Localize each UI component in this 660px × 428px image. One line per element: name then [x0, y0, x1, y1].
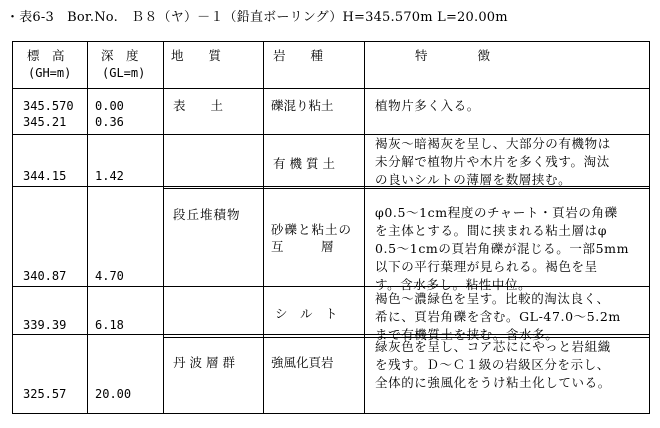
rock-type-cell: 砂礫と粘土の: [271, 222, 353, 237]
boring-log-table: [12, 41, 650, 414]
column-divider: [163, 42, 164, 413]
rock-type-cell: 強風化頁岩: [271, 355, 334, 370]
elevation-value: 345.570: [23, 99, 74, 113]
header-elevation-unit: (GH=m): [28, 66, 72, 80]
header-rock-type: 岩 種: [273, 48, 324, 63]
header-features: 特 徴: [415, 48, 491, 63]
feature-description: 褐灰～暗褐灰を呈し、大部分の有機物は 未分解で植物片や木片を多く残す。淘汰 の良いシルトの薄層を数層挟む。: [375, 136, 611, 187]
geology-cell-merged: 段丘堆積物: [173, 207, 241, 222]
depth-value: 0.00: [95, 99, 124, 113]
geology-cell: 丹波層群: [173, 355, 240, 370]
column-divider: [364, 42, 365, 413]
geology-cell: 表 土: [173, 98, 224, 113]
feature-description: 緑灰色を呈し、コア芯ににやっと岩組織 を残す。Ｄ～Ｃ１級の岩級区分を示し、 全体的に強風化をうけ粘土化している。: [375, 339, 611, 390]
elevation-value: 345.21: [23, 115, 67, 129]
elevation-value: 339.39: [23, 318, 67, 332]
rock-type-cell: シ ル ト: [275, 306, 338, 321]
header-depth-unit: (GL=m): [102, 66, 146, 80]
rock-type-cell: 互 層: [271, 239, 334, 254]
elevation-value: 340.87: [23, 269, 67, 283]
header-divider: [13, 88, 649, 89]
column-divider: [87, 42, 88, 413]
depth-value: 1.42: [95, 169, 124, 183]
header-elevation: 標 高: [27, 48, 65, 63]
rock-type-cell: 礫混り粘土: [271, 98, 334, 113]
header-geology: 地 質: [171, 48, 222, 63]
feature-description: 植物片多く入る。: [375, 98, 480, 113]
depth-value: 20.00: [95, 387, 132, 401]
feature-description: φ0.5～1cm程度のチャート・頁岩の角礫 を主体とする。間に挟まれる粘土層はφ 0.5～1cmの頁岩角礫が混じる。一部5mm 以下の平行葉理が見られる。褐色を呈 す。含水多し。粘性中位。: [375, 205, 630, 292]
depth-value: 4.70: [95, 269, 124, 283]
column-divider: [263, 42, 264, 413]
depth-value: 0.36: [95, 115, 124, 129]
elevation-value: 344.15: [23, 169, 67, 183]
elevation-value: 325.57: [23, 387, 67, 401]
feature-description: 褐色～濃緑色を呈す。比較的淘汰良く、 希に、頁岩角礫を含む。GL-47.0～5.2m まで有機質土を挟む。含水多。: [375, 291, 621, 342]
rock-type-cell: 有機質土: [273, 156, 340, 171]
header-depth: 深 度: [101, 48, 139, 63]
table-caption: ・表6-3 Bor.No. Ｂ８（ヤ）－１（鉛直ボーリング）H=345.570m L=20.00m: [6, 10, 508, 25]
depth-value: 6.18: [95, 318, 124, 332]
